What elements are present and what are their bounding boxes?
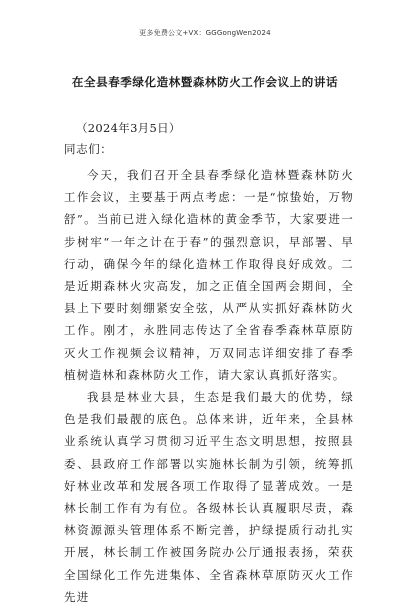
salutation: 同志们： [64, 142, 113, 156]
body-paragraph-2: 我县是林业大县，生态是我们最大的优势，绿色是我们最靓的底色。总体来讲，近年来，全县林业系统认真学习贯彻习近平生态文明思想，按照县委、县政府工作部署以实施林长制为引领，统筹抓好林业改革和发展各项工作取得了显著成效。一是林长制工作有为有位。各级林长认真履职尽责，森林资源源头管理体系不断完善，护绿提质行动扎实开展，林长制工作被国务院办公厅通报表扬，荣获全国绿化工作先进集体、全省森林草原防灭火工作先进 [64, 390, 354, 604]
body-paragraph-1: 今天，我们召开全县春季绿化造林暨森林防火工作会议，主要基于两点考虑：一是“惊蛰始，万物舒”。当前已进入绿化造林的黄金季节，大家要进一步树牢“一年之计在于春”的强烈意识，早部署、早行动，确保今年的绿化造林工作取得良好成效。二是近期森林火灾高发，加之正值全国两会期间，全县上下要时刻绷紧安全弦，从严从实抓好森林防火工作。刚才，永胜同志传达了全省春季森林草原防灭火工作视频会议精神，万双同志详细安排了春季植树造林和森林防火工作，请大家认真抓好落实。 [64, 168, 354, 382]
speech-date: （2024年3月5日） [76, 121, 181, 135]
header-note: 更多免费公文+VX：GGGongWen2024 [139, 29, 271, 37]
document-title: 在全县春季绿化造林暨森林防火工作会议上的讲话 [71, 75, 339, 89]
document-body [64, 164, 354, 608]
